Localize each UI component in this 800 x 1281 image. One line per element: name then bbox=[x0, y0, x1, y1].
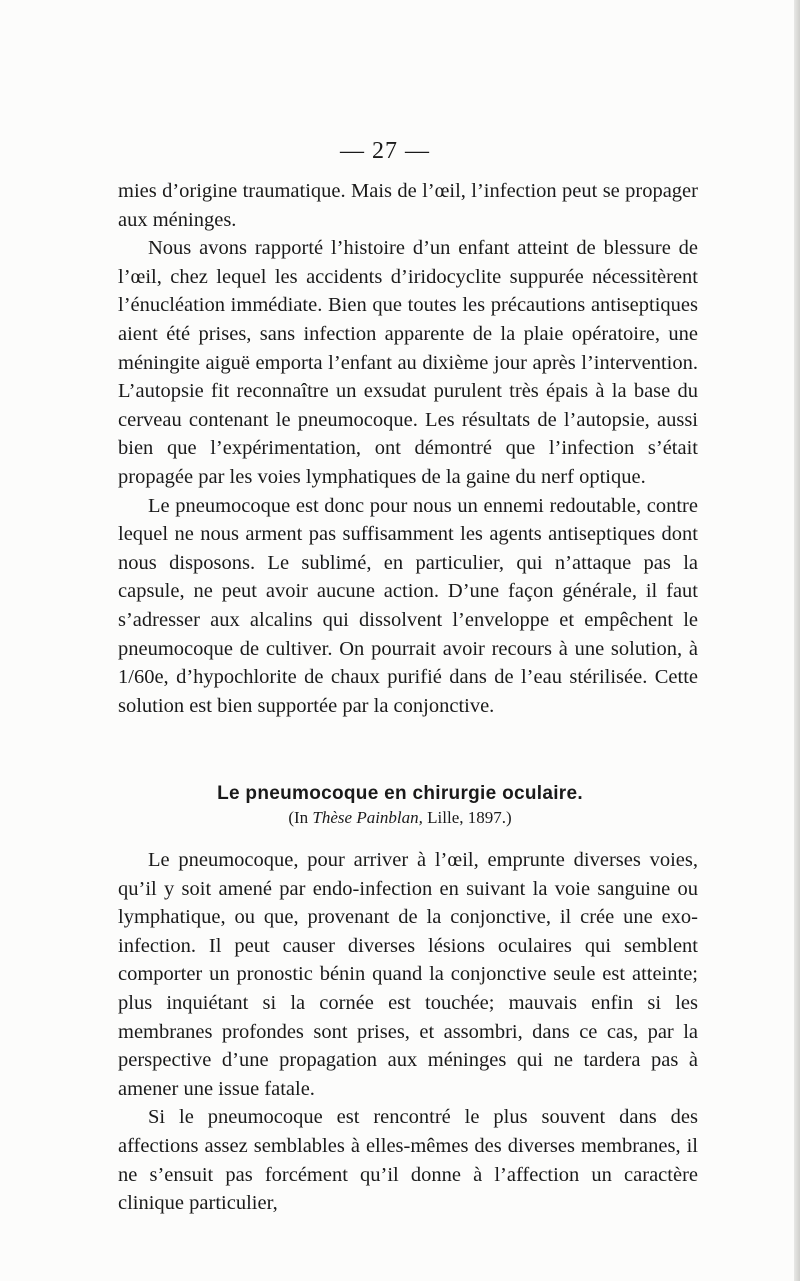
source-prefix: (In bbox=[288, 808, 313, 827]
paragraph: mies d’origine traumatique. Mais de l’œil, l’infection peut se propager aux méninges. bbox=[118, 180, 698, 231]
section-heading: Le pneumocoque en chirurgie oculaire. bbox=[217, 783, 583, 804]
text-block-bottom bbox=[118, 846, 698, 1218]
section-source bbox=[0, 808, 800, 828]
source-suffix: Lille, 1897.) bbox=[422, 808, 512, 827]
page-edge-shadow bbox=[794, 0, 800, 1281]
paragraph: Le pneumocoque est donc pour nous un ennemi redoutable, contre lequel ne nous arment pas suffisamment les agents antiseptiques dont nous disposons. Le sublimé, en particulier, qui n’attaque pas la capsule, ne peut avoir aucune action. D’une façon générale, il faut s’adresser aux alcalins qui dissolvent l’enveloppe et empêchent le pneumocoque de cultiver. On pourrait avoir recours à une solution, à 1/60e, d’hypochlorite de chaux purifié dans de l’eau stérilisée. Cette solution est bien supportée par la conjonctive. bbox=[118, 494, 698, 717]
paragraph: Le pneumocoque, pour arriver à l’œil, emprunte diverses voies, qu’il y soit amené par endo-infection en suivant la voie sanguine ou lymphatique, ou que, provenant de la conjonctive, il crée une exo-infection. Il peut causer diverses lésions oculaires qui semblent comporter un pronostic bénin quand la conjonctive seule est atteinte; plus inquiétant si la cornée est touchée; mauvais enfin si les membranes profondes sont prises, et assombri, dans ce cas, par la perspective d’une propagation aux méninges qui ne tardera pas à amener une issue fatale. bbox=[118, 849, 698, 1100]
page-number: — 27 — bbox=[340, 138, 430, 164]
text-block-top bbox=[118, 177, 698, 720]
paragraph: Si le pneumocoque est rencontré le plus souvent dans des affections assez semblables à elles-mêmes des diverses membranes, il ne s’ensuit pas forcément qu’il donne à l’affection un caractère clinique particulier, bbox=[118, 1106, 698, 1215]
paragraph: Nous avons rapporté l’histoire d’un enfant atteint de blessure de l’œil, chez lequel les accidents d’iridocyclite suppurée nécessitèrent l’énucléation immédiate. Bien que toutes les précautions antiseptiques aient été prises, sans infection apparente de la plaie opératoire, une méningite aiguë emporta l’enfant au dixième jour après l’intervention. L’autopsie fit reconnaître un exsudat purulent très épais à la base du cerveau contenant le pneumocoque. Les résultats de l’autopsie, aussi bien que l’expérimentation, ont démontré que l’infection s’était propagée par les voies lymphatiques de la gaine du nerf optique. bbox=[118, 237, 698, 488]
source-work: Thèse Painblan, bbox=[312, 808, 423, 827]
